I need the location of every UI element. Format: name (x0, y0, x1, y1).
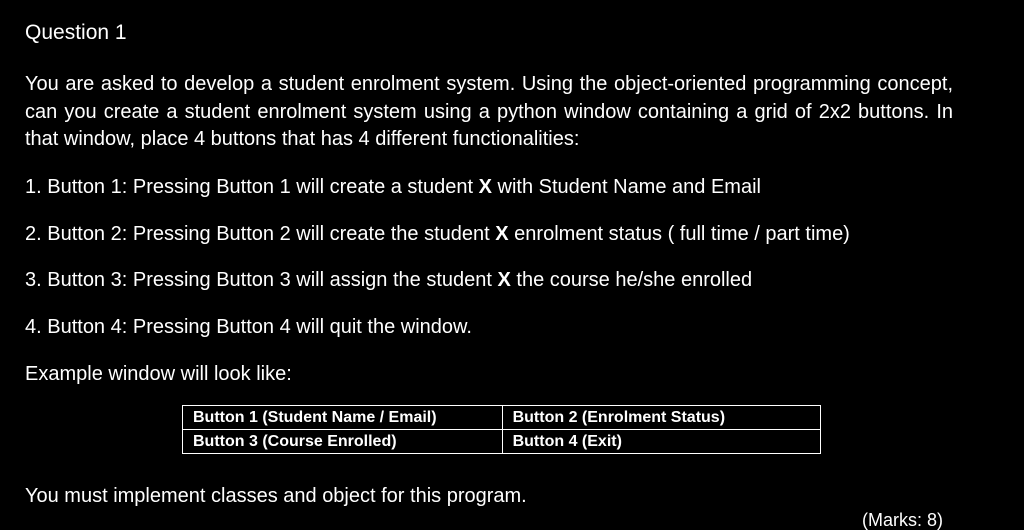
requirement-text: 4. Button 4: Pressing Button 4 will quit the window. (25, 316, 472, 338)
requirement-item-3 (25, 267, 752, 293)
student-x-marker: X (497, 269, 511, 291)
marks-label: (Marks: 8) (862, 510, 943, 530)
example-button-1: Button 1 (Student Name / Email) (183, 406, 503, 430)
requirement-item-4 (25, 314, 472, 340)
example-label: Example window will look like: (25, 363, 292, 385)
student-x-marker: X (495, 223, 509, 245)
example-button-2: Button 2 (Enrolment Status) (502, 406, 820, 430)
example-button-4: Button 4 (Exit) (502, 430, 820, 454)
example-button-grid (182, 405, 821, 454)
question-title: Question 1 (25, 21, 127, 44)
requirement-item-1 (25, 174, 761, 200)
student-x-marker: X (478, 176, 492, 198)
question-intro: You are asked to develop a student enrolment system. Using the object-oriented programming concept, can you create a student enrolment system using a python window containing a grid of 2x2 buttons. In that window, place 4 buttons that has 4 different functionalities: (25, 73, 953, 150)
grid-row (183, 406, 821, 430)
requirement-text: 3. Button 3: Pressing Button 3 will assign the student (25, 269, 498, 291)
implementation-note: You must implement classes and object for this program. (25, 485, 527, 507)
requirement-text: 1. Button 1: Pressing Button 1 will create a student (25, 176, 479, 198)
requirement-item-2 (25, 221, 850, 247)
requirement-text: 2. Button 2: Pressing Button 2 will create the student (25, 223, 496, 245)
requirement-text: the course he/she enrolled (510, 269, 753, 291)
requirement-text: with Student Name and Email (491, 176, 761, 198)
requirement-text: enrolment status ( full time / part time) (508, 223, 850, 245)
grid-row (183, 430, 821, 454)
example-button-3: Button 3 (Course Enrolled) (183, 430, 503, 454)
